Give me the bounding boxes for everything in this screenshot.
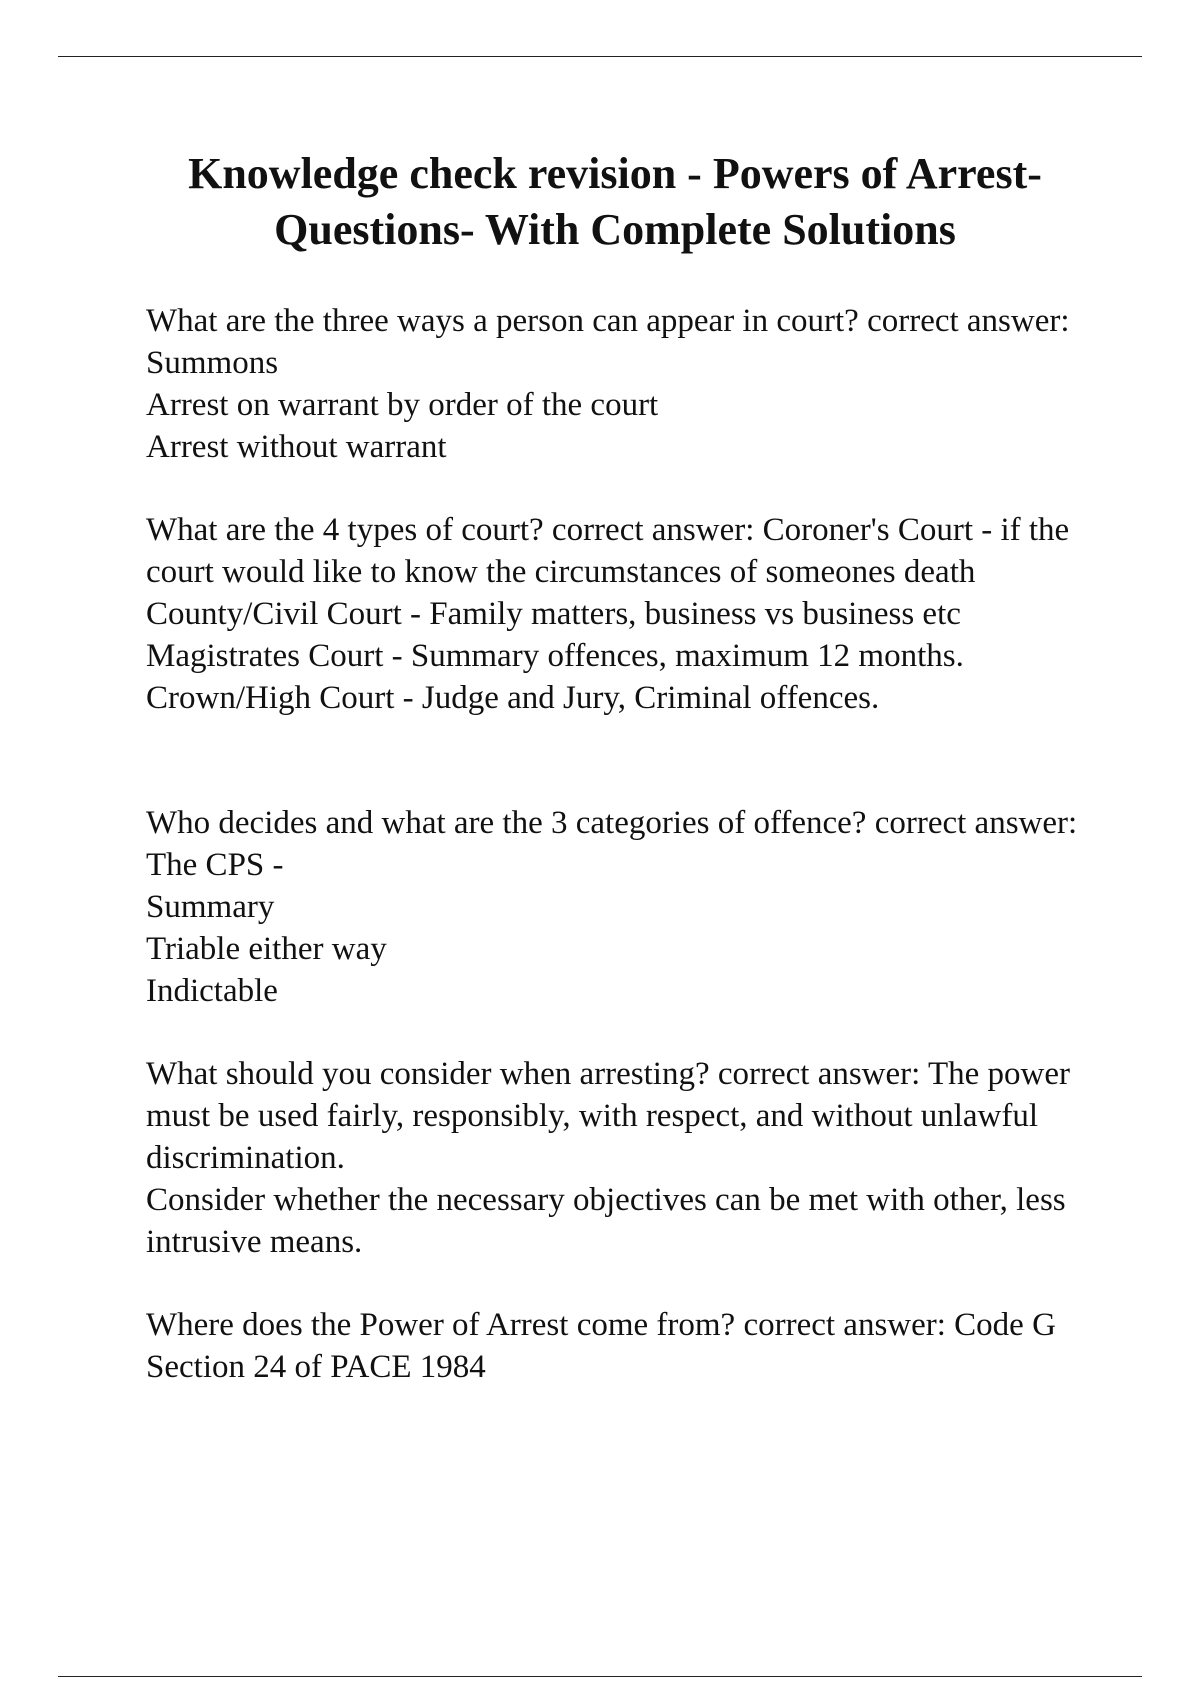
- answer-label: correct answer:: [743, 1307, 946, 1343]
- qa-item: [146, 802, 1106, 1012]
- question-text: What are the 4 types of court?: [146, 512, 544, 548]
- answer-text: Coroner's Court - if the court would like to know the circumstances of someones death County/Civil Court - Family matters, business vs business etc Magistrates Court - Summary offences, maximum 12 months. Crown/High Court - Judge and Jury, Criminal offences.: [146, 512, 1070, 716]
- qa-item: [146, 300, 1106, 468]
- qa-item: [146, 1053, 1106, 1263]
- header-rule: [58, 56, 1142, 57]
- answer-text: Code G Section 24 of PACE 1984: [146, 1307, 1056, 1385]
- question-text: What are the three ways a person can appear in court?: [146, 303, 859, 339]
- page-title: Knowledge check revision - Powers of Arrest- Questions- With Complete Solutions: [188, 149, 1042, 254]
- answer-label: correct answer:: [717, 1056, 921, 1092]
- answer-label: correct answer:: [874, 805, 1078, 841]
- question-text: Who decides and what are the 3 categories of offence?: [146, 805, 867, 841]
- answer-text: The power must be used fairly, responsibly, with respect, and without unlawful discrimination. Consider whether the necessary objectives can be met with other, less intrusive means.: [146, 1056, 1071, 1260]
- qa-item: [146, 509, 1106, 719]
- question-text: Where does the Power of Arrest come from?: [146, 1307, 736, 1343]
- footer-rule: [58, 1676, 1142, 1677]
- answer-label: correct answer:: [867, 303, 1070, 339]
- answer-text: Summons Arrest on warrant by order of the court Arrest without warrant: [146, 345, 659, 465]
- answer-text: The CPS - Summary Triable either way Indictable: [146, 847, 387, 1009]
- qa-item: [146, 1304, 1106, 1388]
- question-text: What should you consider when arresting?: [146, 1056, 710, 1092]
- answer-label: correct answer:: [551, 512, 755, 548]
